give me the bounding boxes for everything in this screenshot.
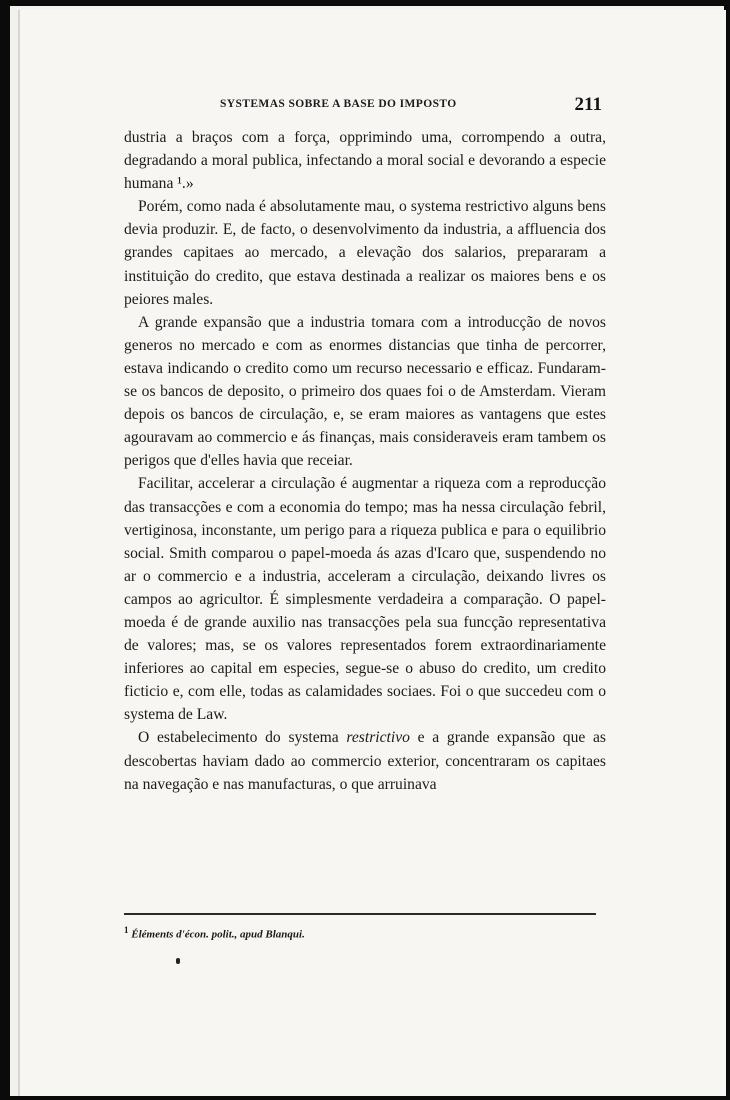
page-header: [220, 94, 602, 118]
text-run: e a grande expansão que as descobertas haviam dado ao commercio exterior, concentraram os capitaes na navegação e nas manufacturas, o que arruinava: [124, 729, 606, 793]
paragraph: Porém, como nada é absolutamente mau, o systema restrictivo alguns bens devia produzir. E, de facto, o desenvolvimento da industria, a affluencia dos grandes capitaes ao mercado, a elevação dos salarios, prepararam a instituição do credito, que estava destinada a realizar os maiores bens e os peiores males.: [124, 198, 606, 308]
ink-speck: [176, 958, 180, 964]
footnote-marker: 1: [124, 925, 129, 935]
page-number: 211: [574, 94, 602, 115]
paragraph-last: [124, 726, 606, 795]
scan-background: [10, 6, 724, 1096]
paragraph: Facilitar, accelerar a circulação é augmentar a riqueza com a reproducção das transacções e com a economia do tempo; mas ha nessa circulação febril, vertiginosa, inconstante, um perigo para a riqueza publica e para o equilibrio social. Smith comparou o papel-moeda ás azas d'Icaro que, suspendendo no ar o commercio e a industria, acceleram a circulação, deixando livres os campos ao agricultor. É simplesmente verdadeira a comparação. O papel-moeda é de grande auxilio nas transacções pela sua funcção representativa de valores; mas, se os valores representados forem extraordinariamente inferiores ao capital em especies, segue-se o abuso do credito, um credito ficticio e, com elle, todas as calamidades sociaes. Foi o que succedeu com o systema de Law.: [124, 475, 606, 724]
paragraph: A grande expansão que a industria tomara com a introducção de novos generos no mercado e com as enormes distancias que tinha de percorrer, estava indicando o credito como um recurso necessario e efficaz. Fundaram-se os bancos de deposito, o primeiro dos quaes foi o de Amsterdam. Vieram depois os bancos de circulação, e, se eram maiores as vantagens que estes agouravam ao commercio e ás finanças, mais consideraveis eram tambem os perigos que d'elles havia que receiar.: [124, 313, 606, 470]
footnote: [124, 925, 305, 941]
running-title: SYSTEMAS SOBRE A BASE DO IMPOSTO: [220, 98, 457, 110]
emphasis-restrictivo: restrictivo: [346, 729, 410, 747]
paragraph-continuation: dustria a braços com a força, opprimindo uma, corrompendo a outra, degradando a moral publica, infectando a moral social e devorando a especie humana ¹.»: [124, 129, 606, 193]
page-sheet: [18, 10, 726, 1096]
footnote-rule: [124, 913, 596, 915]
body-text: [124, 126, 606, 796]
footnote-text: Éléments d'écon. polit., apud Blanqui.: [131, 928, 305, 941]
text-run: O estabelecimento do systema: [138, 729, 347, 747]
